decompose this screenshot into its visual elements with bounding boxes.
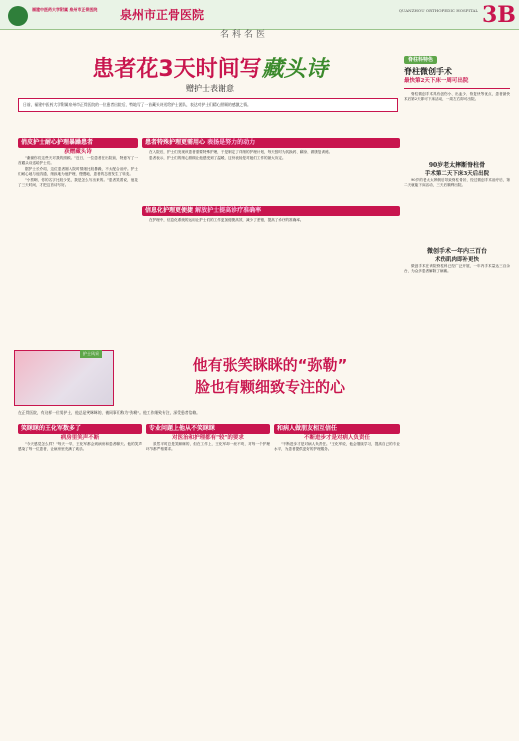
lead-paragraph: 日前，福建中医药大学附属泉州市正骨医院的一位患者出院后，特地写了一首藏头诗送给护士团队，表达对护士们精心照顾的感激之情。 (18, 98, 398, 112)
right-title: 脊柱微创手术 (404, 67, 452, 76)
bottom-column-2 (146, 424, 270, 453)
section-subtitle: 不断进步才是对病人负责任 (303, 435, 370, 441)
hospital-name: 泉州市正骨医院 (120, 8, 205, 22)
bottom-column-1 (18, 424, 142, 453)
page-number: 3B (482, 2, 516, 28)
section-subtitle: 病房里笑声不断 (60, 435, 100, 441)
section-bar: 笑眯眯的王化军数多了 (18, 424, 142, 434)
section-bar-label: 信息化护理更便捷 (145, 207, 194, 215)
headline-accent: 藏头诗 (261, 57, 328, 82)
middle-column (142, 138, 400, 224)
headline-main: 患者花3天时间写 (92, 57, 262, 82)
pull-quote-line-1: 他有张笑眯眯的“弥勒” (192, 356, 348, 374)
pull-quote-line-2: 脸也有颗细致专注的心 (194, 378, 345, 396)
article-paragraph: "小蔡啊，你的名字比较少见，我是怎么写出来的。"患者笑着说，他花了三天时间，才把这首诗写好。 (18, 178, 138, 188)
article-paragraph: 脊柱微创手术具有创伤小、出血少、恢复快等优点，患者最快术后第2天即可下床活动，一周左右即可出院。 (404, 92, 510, 102)
column-tag: 脊柱科特色 (404, 56, 437, 64)
divider (404, 88, 510, 89)
feature-tag: 护士风采 (80, 350, 102, 358)
bottom-column-3 (274, 424, 400, 453)
masthead (0, 0, 519, 30)
left-column (18, 138, 138, 190)
section-bar-sub: 解放护士提高诊疗准确率 (195, 207, 262, 215)
hospital-logo (8, 6, 28, 26)
right-heading-2: 术伤肌肉即补更快 (434, 257, 479, 264)
section-title: 名科名医 (220, 30, 269, 40)
article-paragraph: 在护理中，信息化系统的运用让护士们的工作更加便捷高效，减少了差错，提高了诊疗的准确率。 (149, 218, 304, 223)
subheadline: 赠护士表谢意 (186, 84, 234, 93)
article-paragraph: "今天感觉怎么样？"每天一早，王化军都会到病房和患者聊天。他的笑声感染了每一位患者，让病房里充满了欢乐。 (18, 442, 142, 452)
right-heading-2: 手术第二天下床3天后出院 (424, 171, 490, 178)
section-bar: 专业问题上他从不笑眯眯 (146, 424, 270, 434)
section-bar: 俏皮护士耐心护理暴躁患者 (18, 138, 138, 148)
article-paragraph: 微创手术在该院脊柱科已经广泛开展，一年内手术量达三百余台，为众多患者解除了病痛。 (404, 264, 510, 274)
article-paragraph: "谢谢你们这些天对我的照顾。"近日，一位患者在出院前，特意写了一首藏头诗送给护士们。 (18, 156, 138, 166)
section-bar: 和病人做朋友相互信任 (274, 424, 400, 434)
section-bar (142, 206, 400, 216)
section-bar-sub: 表扬是努力的动力 (207, 139, 256, 146)
article-paragraph: 在入院后，护士们发现该患者需要特殊护理，于是制定了详细的护理计划，每天按时为其换药、翻身、做康复训练。 (149, 150, 333, 154)
article-paragraph: 据护士长介绍，这位患者刚入院时情绪比较暴躁，不太配合治疗。护士们耐心地与他沟通，细致地为他护理，慢慢地，患者的态度发生了转变。 (18, 167, 138, 177)
nurse-photo (14, 350, 114, 406)
right-heading: 微创手术一年内三百台 (426, 248, 487, 256)
section-bar (142, 138, 400, 148)
paper-name: 福建中医药大学附属 泉州市正骨医院 (32, 7, 98, 12)
section-subtitle: 获赠藏头诗 (64, 149, 92, 155)
right-heading: 90岁老太摔断脊柱骨 (428, 162, 486, 170)
date-line: QUANZHOU ORTHOPEDIC HOSPITAL (398, 8, 478, 13)
feature-lead: 在正骨医院，有这样一位男护士，他总是笑眯眯的，被同事们称为"弥勒"。他工作细致专注，深受患者信赖。 (18, 410, 200, 415)
article-paragraph: 虽然平时总是笑眯眯的，但在工作上，王化军却一丝不苟，对每一个护理环节都严格要求。 (146, 442, 270, 452)
headline (40, 57, 380, 83)
article-paragraph: "不断进步才是对病人负责任。"王化军说，他会继续学习，提高自己的专业水平，为患者提供更好的护理服务。 (274, 442, 400, 452)
article-paragraph: 90岁的老太太摔倒后导致脊柱骨折，经过微创手术治疗后，第二天就能下床活动，三天后顺利出院。 (404, 178, 510, 188)
right-column (404, 56, 510, 276)
section-bar-label: 患者特殊护理更需用心 (145, 139, 206, 146)
right-subtitle: 最快第2天下床一周可出院 (404, 78, 469, 84)
article-paragraph: 患者表示，护士们的细心照顾让他感受到了温暖，这份表扬是对她们工作的最大肯定。 (149, 156, 286, 161)
section-subtitle: 对医治和护理都有"较"的要求 (172, 435, 244, 441)
